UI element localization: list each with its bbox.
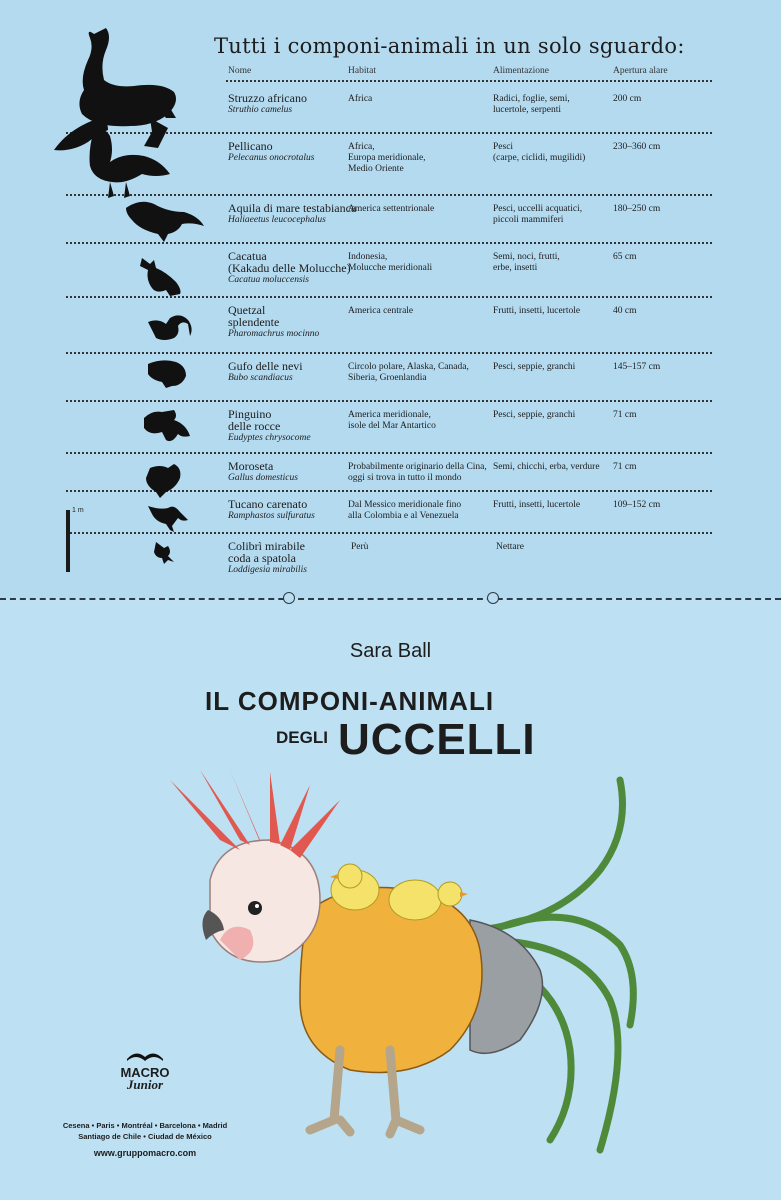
bird-scientific-name: Eudyptes chrysocome (228, 433, 311, 443)
composite-bird-illustration (150, 770, 670, 1170)
bird-food: Nettare (496, 542, 524, 552)
bird-wingspan: 145–157 cm (613, 362, 661, 372)
bird-name: Quetzal splendente (228, 303, 280, 329)
book-title-uccelli: UCCELLI (338, 715, 536, 764)
bird-food: Semi, chicchi, erba, verdure (493, 462, 600, 472)
bird-wingspan: 65 cm (613, 252, 637, 262)
bird-scientific-name: Struthio camelus (228, 105, 293, 115)
cockatoo-silhouette-icon (140, 258, 181, 296)
bird-scientific-name: Cacatua moluccensis (228, 275, 310, 285)
fold-line (0, 598, 781, 600)
bird-habitat: America settentrionale (348, 204, 435, 214)
bird-habitat: America centrale (348, 306, 414, 316)
bird-habitat: Circolo polare, Alaska, Canada, Siberia, Groenlandia (348, 362, 469, 383)
bird-wingspan: 40 cm (613, 306, 637, 316)
bird-food: Frutti, insetti, lucertole (493, 306, 581, 316)
bird-habitat: Dal Messico meridionale fino alla Colombia e al Venezuela (348, 500, 462, 521)
publisher-imprint: Junior (126, 1077, 164, 1092)
bird-food: Pesci, uccelli acquatici, piccoli mammiferi (493, 204, 583, 225)
bird-wingspan: 71 cm (613, 410, 637, 420)
header-food: Alimentazione (493, 66, 549, 76)
bird-scientific-name: Bubo scandiacus (228, 373, 293, 383)
bird-scientific-name: Gallus domesticus (228, 473, 298, 483)
bird-name: Struzzo africano (228, 91, 307, 105)
eagle-silhouette-icon (126, 202, 204, 242)
book-title-line1: IL COMPONI-ANIMALI (205, 686, 495, 716)
bird-name: Cacatua (Kakadu delle Molucche) (228, 249, 351, 275)
bird-silhouettes (44, 22, 234, 582)
bird-food: Frutti, insetti, lucertole (493, 500, 581, 510)
publisher-name: MACRO (120, 1065, 170, 1080)
publisher-logo (112, 1046, 178, 1093)
bird-name: Tucano carenato (228, 497, 308, 511)
tab-hole-right (487, 592, 499, 604)
header-name: Nome (228, 66, 252, 76)
publisher-website[interactable]: www.gruppomacro.com (93, 1148, 197, 1158)
quetzal-silhouette-icon (148, 315, 192, 340)
bird-name: Gufo delle nevi (228, 359, 303, 373)
bird-food: Pesci (carpe, ciclidi, mugilidi) (493, 142, 586, 163)
silkie-chicken-silhouette-icon (146, 464, 180, 498)
header-habitat: Habitat (348, 66, 376, 76)
bird-habitat: Perù (351, 542, 369, 552)
toucan-silhouette-icon (148, 506, 188, 532)
bird-wingspan: 230–360 cm (613, 142, 661, 152)
book-icon (125, 1047, 165, 1061)
header-wingspan: Apertura alare (613, 66, 668, 76)
bird-habitat: Indonesia, Molucche meridionali (348, 252, 433, 273)
bird-scientific-name: Pharomachrus mocinno (228, 329, 320, 339)
cities-line2: Santiago de Chile • Ciudad de México (78, 1132, 212, 1141)
bird-wingspan: 200 cm (613, 94, 642, 104)
bird-scientific-name: Ramphastos sulfuratus (228, 511, 315, 521)
table-title: Tutti i componi-animali in un solo sguardo: (214, 34, 685, 58)
bird-name: Aquila di mare testabianca (228, 201, 357, 215)
bird-food: Pesci, seppie, granchi (493, 410, 576, 420)
bird-scientific-name: Loddigesia mirabilis (228, 565, 307, 575)
owl-silhouette-icon (148, 360, 186, 388)
bird-food: Pesci, seppie, granchi (493, 362, 576, 372)
header-divider (226, 80, 712, 82)
bird-name: Moroseta (228, 459, 274, 473)
book-title-degli: DEGLI (276, 728, 328, 747)
bird-name: Pellicano (228, 139, 273, 153)
cities-line1: Cesena • Paris • Montréal • Barcelona • Madrid (62, 1121, 228, 1130)
tab-hole-left (283, 592, 295, 604)
bird-name: Colibrì mirabile coda a spatola (228, 539, 305, 565)
bird-name: Pinguino delle rocce (228, 407, 281, 433)
publisher-cities (60, 1120, 230, 1142)
penguin-silhouette-icon (144, 410, 190, 441)
bird-wingspan: 180–250 cm (613, 204, 661, 214)
author-name: Sara Ball (349, 640, 432, 662)
bird-wingspan: 109–152 cm (613, 500, 661, 510)
bird-habitat: America meridionale, isole del Mar Antartico (348, 410, 436, 431)
bird-scientific-name: Pelecanus onocrotalus (228, 153, 315, 163)
bird-habitat: Africa, Europa meridionale, Medio Oriente (348, 142, 426, 174)
scale-label: 1 m (72, 507, 84, 514)
bird-habitat: Probabilmente originario della Cina, oggi si trova in tutto il mondo (348, 462, 487, 483)
bird-scientific-name: Haliaeetus leucocephalus (228, 215, 326, 225)
bird-food: Semi, noci, frutti, erbe, insetti (493, 252, 560, 273)
bird-food: Radici, foglie, semi, lucertole, serpenti (493, 94, 570, 115)
bird-habitat: Africa (348, 94, 373, 104)
bird-wingspan: 71 cm (613, 462, 637, 472)
hummingbird-silhouette-icon (154, 542, 174, 564)
